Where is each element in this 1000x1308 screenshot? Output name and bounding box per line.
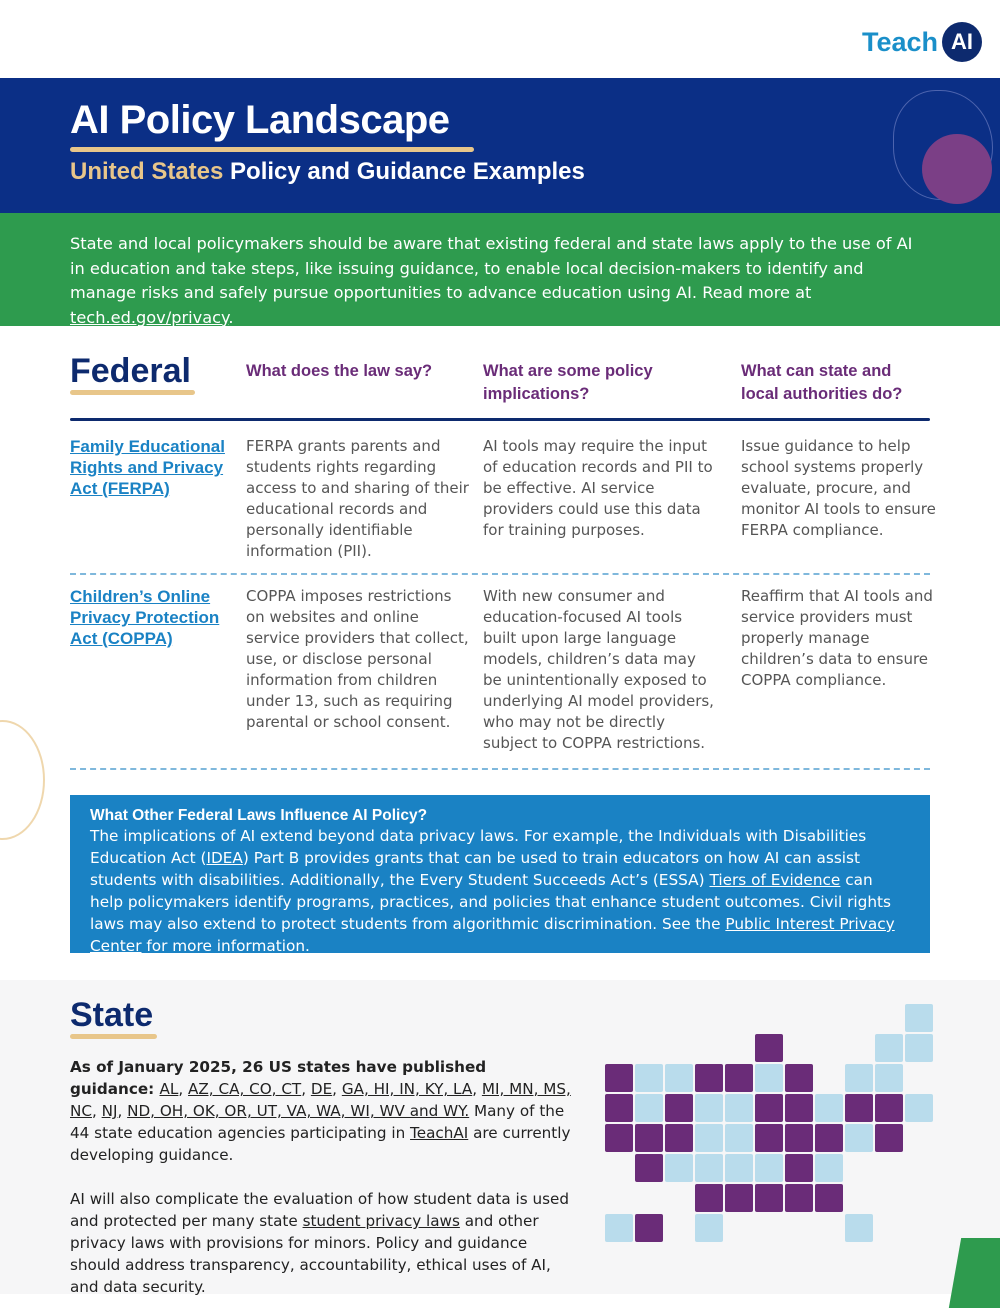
state-sd [695, 1094, 723, 1122]
inline-link[interactable]: IDEA [206, 849, 243, 867]
intro-paragraph [0, 213, 1000, 326]
page-subtitle [70, 158, 585, 186]
federal-title: Federal [70, 352, 191, 390]
page-title: AI Policy Landscape [70, 98, 450, 142]
text-segment: can help policymakers identify programs, practices, and policies that enhance student outcomes. Civil rights laws may also extend to protect students from algorithmic discrimination. See the [90, 871, 891, 933]
state-ct [875, 1094, 903, 1122]
state-nj [845, 1094, 873, 1122]
subtitle-highlight: United States [70, 158, 224, 185]
state-privacy-paragraph [70, 1188, 575, 1298]
law-actions: Issue guidance to help school systems properly evaluate, procure, and monitor AI tools to ensure FERPA compliance. [741, 437, 936, 539]
state-mi [785, 1064, 813, 1092]
law-link[interactable]: Children’s Online Privacy Protection Act (COPPA) [70, 587, 220, 648]
state-title: State [70, 996, 154, 1034]
page-header [0, 0, 1000, 78]
hero-banner [0, 78, 1000, 213]
inline-link[interactable]: NJ [101, 1102, 118, 1120]
inline-link[interactable]: MI, MN, MS, NC [70, 1080, 571, 1120]
state-ne [695, 1124, 723, 1152]
state-or [605, 1094, 633, 1122]
state-wv [785, 1124, 813, 1152]
state-nd [695, 1064, 723, 1092]
state-ga [815, 1184, 843, 1212]
state-ri [905, 1094, 933, 1122]
law-implications: With new consumer and education-focused AI tools built upon large language models, children’s data may be unintentionally exposed to underlying AI model providers, who may not be directly subject to COPPA restrictions. [483, 587, 714, 752]
state-fl [845, 1214, 873, 1242]
state-md [845, 1124, 873, 1152]
state-section [0, 980, 1000, 1294]
callout-body [90, 825, 910, 957]
state-wi [755, 1034, 783, 1062]
inline-link[interactable]: ND, OH, OK, OR, UT, VA, WA, WI, WV and WY. [127, 1102, 470, 1120]
state-mt [665, 1064, 693, 1092]
federal-underline [70, 390, 195, 395]
state-co [665, 1124, 693, 1152]
state-in [755, 1094, 783, 1122]
inline-link[interactable]: DE [310, 1080, 333, 1098]
row-divider [70, 573, 930, 575]
state-ia [725, 1094, 753, 1122]
state-ks [695, 1154, 723, 1182]
state-wy [665, 1094, 693, 1122]
state-id [635, 1064, 663, 1092]
state-va [815, 1124, 843, 1152]
state-vt [875, 1034, 903, 1062]
teachai-logo [862, 22, 982, 62]
state-nv [635, 1094, 663, 1122]
text-segment: , [332, 1080, 342, 1098]
state-nm [665, 1154, 693, 1182]
state-ny [845, 1064, 873, 1092]
state-underline [70, 1034, 157, 1039]
inline-link[interactable]: Public Interest Privacy Center [90, 915, 895, 955]
inline-link[interactable]: AZ, CA, CO, CT [188, 1080, 302, 1098]
text-segment: and other privacy laws with provisions for minors. Policy and guidance should address transparency, accountability, ethical uses of AI, and data security. [70, 1212, 551, 1296]
federal-section [0, 326, 1000, 980]
state-tx [695, 1214, 723, 1242]
state-mo [725, 1124, 753, 1152]
law-link[interactable]: Family Educational Rights and Privacy Act (FERPA) [70, 437, 225, 498]
header-rule [70, 418, 930, 421]
state-mn [725, 1064, 753, 1092]
state-ar [725, 1154, 753, 1182]
law-says: FERPA grants parents and students rights regarding access to and sharing of their educational records and personally identifiable information (PII). [246, 437, 469, 560]
text-segment: As of January 2025, 26 US states have published guidance: [70, 1058, 487, 1098]
state-nc [785, 1154, 813, 1182]
state-al [785, 1184, 813, 1212]
inline-link[interactable]: TeachAI [410, 1124, 469, 1142]
state-il [755, 1064, 783, 1092]
law-says: COPPA imposes restrictions on websites and online service providers that collect, use, or disclose personal information from children under 13, such as requiring parental or school consent. [246, 587, 469, 731]
text-segment: , [91, 1102, 102, 1120]
state-oh [785, 1094, 813, 1122]
law-actions: Reaffirm that AI tools and service providers must properly manage children’s data to ensure COPPA compliance. [741, 587, 933, 689]
state-ak [605, 1214, 633, 1242]
state-ma [875, 1064, 903, 1092]
state-nh [905, 1034, 933, 1062]
text-segment: , [117, 1102, 128, 1120]
text-segment: Many of the 44 state education agencies participating in [70, 1102, 565, 1142]
inline-link[interactable]: tech.ed.gov/privacy [70, 307, 229, 327]
state-hi [635, 1214, 663, 1242]
text-segment: , [301, 1080, 311, 1098]
inline-link[interactable]: student privacy laws [302, 1212, 460, 1230]
inline-link[interactable]: Tiers of Evidence [709, 871, 841, 889]
state-me [905, 1004, 933, 1032]
text-segment: . [228, 307, 234, 327]
header-law-says: What does the law say? [246, 362, 433, 380]
header-actions: What can state and local authorities do? [741, 362, 903, 403]
subtitle-rest: Policy and Guidance Examples [223, 158, 585, 185]
callout-title: What Other Federal Laws Influence AI Policy? [90, 807, 428, 824]
text-segment: for more information. [141, 937, 310, 955]
decorative-circle-icon [922, 134, 992, 204]
state-pa [815, 1094, 843, 1122]
row-divider [70, 768, 930, 770]
other-federal-laws-callout [70, 795, 930, 953]
state-az [635, 1154, 663, 1182]
state-la [725, 1184, 753, 1212]
text-segment: The implications of AI extend beyond data privacy laws. For example, the Individuals with Disabilities Education Act ( [90, 827, 867, 867]
law-implications: AI tools may require the input of education records and PII to be effective. AI service providers could use this data for training purposes. [483, 437, 713, 539]
state-ut [635, 1124, 663, 1152]
state-tn [755, 1154, 783, 1182]
logo-badge: AI [942, 22, 982, 62]
text-segment: , [178, 1080, 189, 1098]
title-underline [70, 147, 474, 152]
text-segment: are currently developing guidance. [70, 1124, 571, 1164]
state-sc [815, 1154, 843, 1182]
inline-link[interactable]: GA, HI, IN, KY, LA [341, 1080, 473, 1098]
text-segment: , [472, 1080, 482, 1098]
us-state-guidance-map [600, 1002, 940, 1247]
state-ok [695, 1184, 723, 1212]
state-de [875, 1124, 903, 1152]
state-guidance-paragraph [70, 1056, 575, 1166]
state-ms [755, 1184, 783, 1212]
text-segment: ) Part B provides grants that can be used to train educators on how AI can assist students with disabilities. Additionally, the Every Student Succeeds Act’s (ESSA) [90, 849, 861, 889]
text-segment: AI will also complicate the evaluation of how student data is used and protected per many state [70, 1190, 569, 1230]
header-implications: What are some policy implications? [483, 362, 653, 403]
inline-link[interactable]: AL [159, 1080, 179, 1098]
state-ca [605, 1124, 633, 1152]
state-wa [605, 1064, 633, 1092]
logo-text: Teach [861, 26, 938, 57]
text-segment: State and local policymakers should be aware that existing federal and state laws apply to the use of AI in education and take steps, like issuing guidance, to enable local decision-makers to identify and manage risks and safely pursue opportunities to advance education using AI. Read more at [70, 234, 913, 302]
state-ky [755, 1124, 783, 1152]
